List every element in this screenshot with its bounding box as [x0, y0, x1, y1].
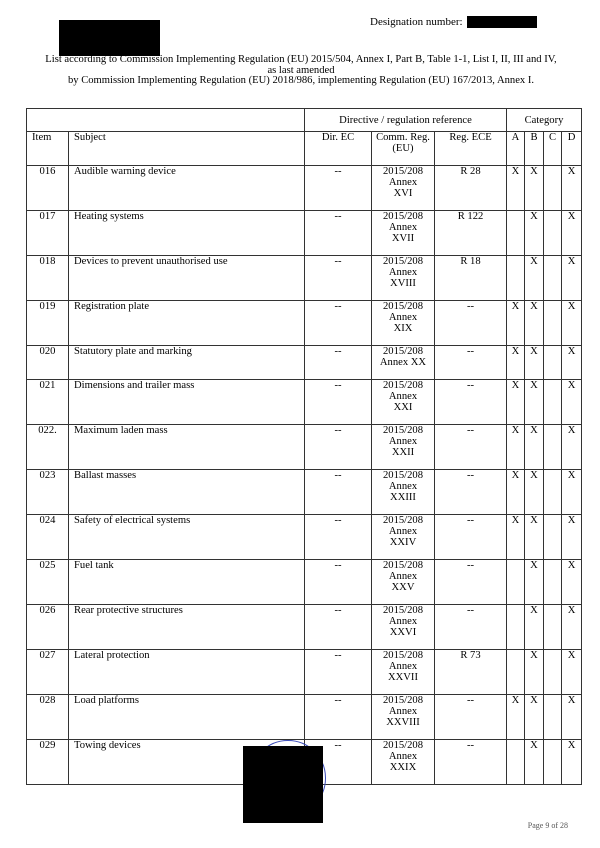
category-a-cell — [507, 650, 525, 695]
regulation-table — [26, 108, 582, 785]
comm-reg-cell — [372, 605, 435, 650]
comm-reg-cell — [372, 425, 435, 470]
category-c-cell — [544, 380, 562, 425]
category-d-cell: X — [562, 256, 582, 301]
redacted-stamp — [243, 746, 323, 823]
reg-ece-cell: -- — [435, 425, 507, 470]
dir-ec-cell: -- — [305, 346, 372, 380]
comm-reg-line: XXIII — [390, 492, 416, 503]
table-row — [27, 650, 582, 695]
reg-ece-cell: -- — [435, 695, 507, 740]
category-d-cell: X — [562, 166, 582, 211]
redacted-designation-number — [467, 16, 537, 28]
dir-ec-cell: -- — [305, 211, 372, 256]
comm-reg-cell — [372, 166, 435, 211]
col-header-comm-reg: Comm. Reg. (EU) — [372, 132, 435, 166]
comm-reg-line: Annex — [388, 312, 418, 323]
item-number-cell: 018 — [27, 256, 69, 301]
comm-reg-cell — [372, 346, 435, 380]
reg-ece-cell: R 122 — [435, 211, 507, 256]
comm-reg-line: 2015/208 — [382, 166, 424, 177]
item-number-cell: 027 — [27, 650, 69, 695]
comm-reg-cell — [372, 650, 435, 695]
category-d-cell: X — [562, 301, 582, 346]
subject-cell: Heating systems — [69, 211, 305, 256]
heading-line-3: by Commission Implementing Regulation (EU) 2018/986, implementing Regulation (EU) 167/2013, Annex I. — [67, 75, 535, 86]
dir-ec-cell: -- — [305, 515, 372, 560]
col-header-dir-ec: Dir. EC — [305, 132, 372, 166]
category-c-cell — [544, 740, 562, 785]
col-header-category-c: C — [544, 132, 562, 166]
dir-ec-cell: -- — [305, 740, 372, 785]
item-number-cell: 029 — [27, 740, 69, 785]
comm-reg-line: XXIX — [389, 762, 417, 773]
comm-reg-line: 2015/208 — [382, 256, 424, 267]
category-c-cell — [544, 301, 562, 346]
category-b-cell: X — [525, 346, 544, 380]
item-number-cell: 028 — [27, 695, 69, 740]
table-row — [27, 605, 582, 650]
category-c-cell — [544, 166, 562, 211]
category-a-cell: X — [507, 380, 525, 425]
dir-ec-cell: -- — [305, 425, 372, 470]
comm-reg-line: Annex — [388, 391, 418, 402]
item-number-cell: 021 — [27, 380, 69, 425]
reg-ece-cell: -- — [435, 346, 507, 380]
subject-cell: Fuel tank — [69, 560, 305, 605]
category-c-cell — [544, 515, 562, 560]
comm-reg-line: 2015/208 — [382, 650, 424, 661]
subject-cell: Ballast masses — [69, 470, 305, 515]
dir-ec-cell: -- — [305, 470, 372, 515]
reg-ece-cell: -- — [435, 560, 507, 605]
comm-reg-line: Annex — [388, 267, 418, 278]
col-header-item: Item — [27, 132, 69, 166]
subject-cell: Lateral protection — [69, 650, 305, 695]
subject-cell: Rear protective structures — [69, 605, 305, 650]
category-d-cell: X — [562, 425, 582, 470]
category-b-cell: X — [525, 470, 544, 515]
subject-cell: Safety of electrical systems — [69, 515, 305, 560]
category-b-cell: X — [525, 425, 544, 470]
table-row — [27, 560, 582, 605]
comm-reg-line: 2015/208 — [382, 301, 424, 312]
category-a-cell: X — [507, 301, 525, 346]
category-b-cell: X — [525, 605, 544, 650]
comm-reg-line: 2015/208 — [382, 560, 424, 571]
category-c-cell — [544, 425, 562, 470]
category-a-cell: X — [507, 470, 525, 515]
category-a-cell: X — [507, 425, 525, 470]
category-a-cell: X — [507, 695, 525, 740]
comm-reg-cell — [372, 301, 435, 346]
subject-cell: Devices to prevent unauthorised use — [69, 256, 305, 301]
category-b-cell: X — [525, 560, 544, 605]
comm-reg-line: XXI — [393, 402, 413, 413]
comm-reg-line: Annex — [388, 222, 418, 233]
table-row — [27, 346, 582, 380]
col-header-category-b: B — [525, 132, 544, 166]
item-number-cell: 024 — [27, 515, 69, 560]
reg-ece-cell: -- — [435, 515, 507, 560]
table-row — [27, 256, 582, 301]
category-b-cell: X — [525, 166, 544, 211]
comm-reg-line: XXV — [391, 582, 415, 593]
heading-line-1: List according to Commission Implementing Regulation (EU) 2015/504, Annex I, Part B, Table 1-1, List I, II, III and IV, — [45, 54, 557, 65]
subject-cell: Audible warning device — [69, 166, 305, 211]
comm-reg-line: Annex — [388, 661, 418, 672]
col-header-category-a: A — [507, 132, 525, 166]
category-a-cell — [507, 560, 525, 605]
comm-reg-line: Annex — [388, 177, 418, 188]
dir-ec-cell: -- — [305, 301, 372, 346]
category-b-cell: X — [525, 211, 544, 256]
item-number-cell: 025 — [27, 560, 69, 605]
category-c-cell — [544, 470, 562, 515]
category-b-cell: X — [525, 695, 544, 740]
comm-reg-cell — [372, 470, 435, 515]
reg-ece-cell: -- — [435, 301, 507, 346]
comm-reg-line: 2015/208 — [382, 470, 424, 481]
comm-reg-cell — [372, 380, 435, 425]
comm-reg-line: 2015/208 — [382, 740, 424, 751]
col-header-reg-ece: Reg. ECE — [435, 132, 507, 166]
redacted-block-top — [59, 20, 160, 56]
blank-group-header — [27, 109, 305, 132]
category-a-cell — [507, 256, 525, 301]
comm-reg-line: Annex XX — [379, 357, 427, 368]
category-a-cell: X — [507, 166, 525, 211]
comm-reg-cell — [372, 211, 435, 256]
category-b-cell: X — [525, 256, 544, 301]
heading-line-2: as last amended — [267, 64, 335, 76]
category-b-cell: X — [525, 515, 544, 560]
comm-reg-line: 2015/208 — [382, 695, 424, 706]
table-row — [27, 166, 582, 211]
item-number-cell: 019 — [27, 301, 69, 346]
dir-ec-cell: -- — [305, 650, 372, 695]
comm-reg-line: Annex — [388, 481, 418, 492]
reg-ece-cell: -- — [435, 380, 507, 425]
comm-reg-line: XIX — [393, 323, 413, 334]
comm-reg-line: 2015/208 — [382, 346, 424, 357]
category-c-cell — [544, 650, 562, 695]
category-group-header: Category — [507, 109, 582, 132]
comm-reg-cell — [372, 695, 435, 740]
comm-reg-line: 2015/208 — [382, 515, 424, 526]
table-row — [27, 470, 582, 515]
category-c-cell — [544, 695, 562, 740]
item-number-cell: 026 — [27, 605, 69, 650]
item-number-cell: 023 — [27, 470, 69, 515]
document-heading — [20, 55, 582, 87]
comm-reg-line: 2015/208 — [382, 211, 424, 222]
col-header-category-d: D — [562, 132, 582, 166]
category-d-cell: X — [562, 211, 582, 256]
comm-reg-line: Annex — [388, 616, 418, 627]
category-d-cell: X — [562, 380, 582, 425]
category-d-cell: X — [562, 346, 582, 380]
dir-ec-cell: -- — [305, 166, 372, 211]
subject-cell: Dimensions and trailer mass — [69, 380, 305, 425]
reg-ece-cell: R 28 — [435, 166, 507, 211]
category-c-cell — [544, 256, 562, 301]
item-number-cell: 017 — [27, 211, 69, 256]
reg-ece-cell: R 18 — [435, 256, 507, 301]
comm-reg-line: 2015/208 — [382, 380, 424, 391]
comm-reg-cell — [372, 740, 435, 785]
comm-reg-line: XVI — [393, 188, 413, 199]
comm-reg-line: XXII — [391, 447, 415, 458]
subject-cell: Maximum laden mass — [69, 425, 305, 470]
table-row — [27, 301, 582, 346]
reference-group-header: Directive / regulation reference — [305, 109, 507, 132]
dir-ec-cell: -- — [305, 256, 372, 301]
col-header-subject: Subject — [69, 132, 305, 166]
table-row — [27, 695, 582, 740]
reg-ece-cell: -- — [435, 470, 507, 515]
item-number-cell: 022. — [27, 425, 69, 470]
category-a-cell — [507, 211, 525, 256]
category-d-cell: X — [562, 695, 582, 740]
table-row — [27, 380, 582, 425]
comm-reg-line: XVII — [391, 233, 415, 244]
comm-reg-line: XVIII — [390, 278, 416, 289]
comm-reg-line: Annex — [388, 526, 418, 537]
dir-ec-cell: -- — [305, 605, 372, 650]
comm-reg-cell — [372, 256, 435, 301]
comm-reg-cell — [372, 515, 435, 560]
subject-cell: Statutory plate and marking — [69, 346, 305, 380]
category-c-cell — [544, 560, 562, 605]
dir-ec-cell: -- — [305, 380, 372, 425]
category-d-cell: X — [562, 605, 582, 650]
item-number-cell: 016 — [27, 166, 69, 211]
table-column-header-row — [27, 132, 582, 166]
category-b-cell: X — [525, 301, 544, 346]
item-number-cell: 020 — [27, 346, 69, 380]
category-d-cell: X — [562, 650, 582, 695]
comm-reg-line: Annex — [388, 571, 418, 582]
reg-ece-cell: R 73 — [435, 650, 507, 695]
page-number: Page 9 of 28 — [527, 821, 568, 830]
category-b-cell: X — [525, 380, 544, 425]
comm-reg-line: 2015/208 — [382, 605, 424, 616]
category-c-cell — [544, 605, 562, 650]
category-b-cell: X — [525, 650, 544, 695]
dir-ec-cell: -- — [305, 560, 372, 605]
subject-cell: Towing devices — [69, 740, 305, 785]
category-b-cell: X — [525, 740, 544, 785]
comm-reg-line: XXVI — [389, 627, 417, 638]
table-row — [27, 515, 582, 560]
category-a-cell: X — [507, 515, 525, 560]
reg-ece-cell: -- — [435, 605, 507, 650]
category-c-cell — [544, 346, 562, 380]
subject-cell: Load platforms — [69, 695, 305, 740]
table-group-header-row — [27, 109, 582, 132]
comm-reg-line: XXVIII — [386, 717, 420, 728]
category-a-cell — [507, 605, 525, 650]
comm-reg-line: Annex — [388, 751, 418, 762]
comm-reg-line: XXVII — [387, 672, 418, 683]
category-a-cell: X — [507, 346, 525, 380]
dir-ec-cell: -- — [305, 695, 372, 740]
category-c-cell — [544, 211, 562, 256]
table-row — [27, 211, 582, 256]
comm-reg-line: Annex — [388, 436, 418, 447]
comm-reg-cell — [372, 560, 435, 605]
reg-ece-cell: -- — [435, 740, 507, 785]
comm-reg-line: Annex — [388, 706, 418, 717]
category-d-cell: X — [562, 470, 582, 515]
comm-reg-line: XXIV — [389, 537, 417, 548]
table-row — [27, 425, 582, 470]
category-d-cell: X — [562, 560, 582, 605]
category-a-cell — [507, 740, 525, 785]
category-d-cell: X — [562, 740, 582, 785]
subject-cell: Registration plate — [69, 301, 305, 346]
category-d-cell: X — [562, 515, 582, 560]
designation-label: Designation number: — [370, 16, 463, 28]
comm-reg-line: 2015/208 — [382, 425, 424, 436]
